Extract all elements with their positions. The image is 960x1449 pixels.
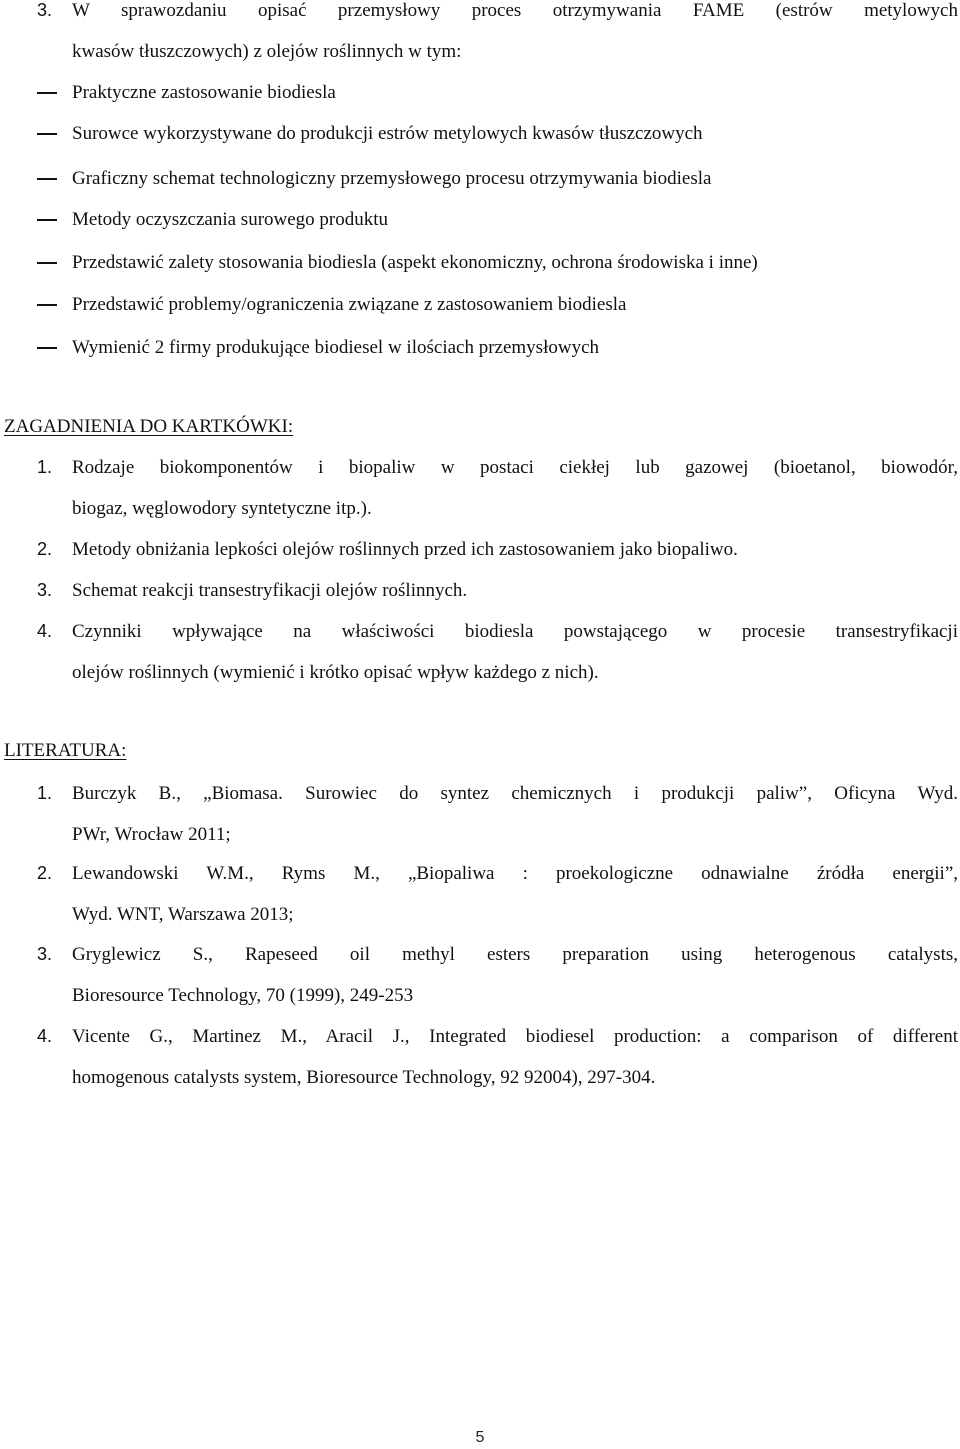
task3-item-text: Przedstawić problemy/ograniczenia związane z zastosowaniem biodiesla (72, 294, 627, 315)
task3-item-text: Przedstawić zalety stosowania biodiesla (aspekt ekonomiczny, ochrona środowiska i inne) (72, 252, 758, 273)
list-item (0, 447, 960, 488)
item-number: 1. (37, 457, 53, 477)
reference-item-continuation (0, 894, 960, 935)
reference-item-continuation (0, 975, 960, 1016)
reference-number: 4. (37, 1026, 53, 1046)
page-number: 5 (475, 1429, 485, 1446)
reference-number: 2. (37, 863, 53, 883)
dash-bullet-icon (37, 133, 57, 135)
list-item (0, 327, 960, 368)
reference-text: Lewandowski W.M., Ryms M., „Biopaliwa : proekologiczne odnawialne źródła energii”, (72, 863, 958, 884)
list-item (0, 158, 960, 199)
item-number: 4. (37, 621, 53, 641)
dash-bullet-icon (37, 178, 57, 180)
task3-item-text: Graficzny schemat technologiczny przemysłowego procesu otrzymywania biodiesla (72, 168, 712, 189)
list-item (0, 199, 960, 240)
task3-intro-line2: kwasów tłuszczowych) z olejów roślinnych w tym: (72, 41, 462, 62)
dash-bullet-icon (37, 262, 57, 264)
item-text: olejów roślinnych (wymienić i krótko opisać wpływ każdego z nich). (72, 662, 599, 683)
reference-text: Wyd. WNT, Warszawa 2013; (72, 904, 294, 925)
item-text: Czynniki wpływające na właściwości biodiesla powstającego w procesie transestryfikacji (72, 621, 958, 642)
reference-text: homogenous catalysts system, Bioresource Technology, 92 92004), 297-304. (72, 1067, 656, 1088)
reference-item (0, 934, 960, 975)
list-item-continuation (0, 652, 960, 693)
list-item (0, 113, 960, 154)
reference-number: 3. (37, 944, 53, 964)
task3-item-text: Wymienić 2 firmy produkujące biodiesel w ilościach przemysłowych (72, 337, 600, 358)
reference-item-continuation (0, 814, 960, 855)
list-item-continuation (0, 488, 960, 529)
item-text: Schemat reakcji transestryfikacji olejów roślinnych. (72, 580, 468, 601)
item-number: 3. (37, 580, 53, 600)
reference-text: Burczyk B., „Biomasa. Surowiec do syntez chemicznych i produkcji paliw”, Oficyna Wyd. (72, 783, 958, 804)
section-heading-literatura: LITERATURA: (4, 740, 127, 761)
list-item (0, 570, 960, 611)
reference-text: Bioresource Technology, 70 (1999), 249-253 (72, 985, 414, 1006)
item-number: 2. (37, 539, 53, 559)
dash-bullet-icon (37, 347, 57, 349)
list-item (0, 242, 960, 283)
task3-line2 (0, 31, 960, 72)
item-text: biogaz, węglowodory syntetyczne itp.). (72, 498, 372, 519)
task3-item-text: Surowce wykorzystywane do produkcji estrów metylowych kwasów tłuszczowych (72, 123, 703, 144)
task3-number: 3. (37, 0, 53, 20)
task3-item-text: Praktyczne zastosowanie biodiesla (72, 82, 336, 103)
section-heading-kartkowka: ZAGADNIENIA DO KARTKÓWKI: (4, 416, 294, 437)
task3-line1 (0, 0, 960, 31)
reference-item (0, 853, 960, 894)
dash-bullet-icon (37, 92, 57, 94)
list-item (0, 529, 960, 570)
reference-text: Gryglewicz S., Rapeseed oil methyl esters preparation using heterogenous catalysts, (72, 944, 958, 965)
item-text: Rodzaje biokomponentów i biopaliw w postaci ciekłej lub gazowej (bioetanol, biowodór, (72, 457, 958, 478)
reference-item-continuation (0, 1057, 960, 1098)
task3-intro-line1: W sprawozdaniu opisać przemysłowy proces otrzymywania FAME (estrów metylowych (72, 0, 958, 21)
list-item (0, 72, 960, 113)
reference-item (0, 773, 960, 814)
reference-text: PWr, Wrocław 2011; (72, 824, 231, 845)
list-item (0, 284, 960, 325)
item-text: Metody obniżania lepkości olejów roślinnych przed ich zastosowaniem jako biopaliwo. (72, 539, 738, 560)
task3-item-text: Metody oczyszczania surowego produktu (72, 209, 389, 230)
dash-bullet-icon (37, 219, 57, 221)
reference-item (0, 1016, 960, 1057)
dash-bullet-icon (37, 304, 57, 306)
list-item (0, 611, 960, 652)
reference-text: Vicente G., Martinez M., Aracil J., Integrated biodiesel production: a comparison of different (72, 1026, 958, 1047)
reference-number: 1. (37, 783, 53, 803)
